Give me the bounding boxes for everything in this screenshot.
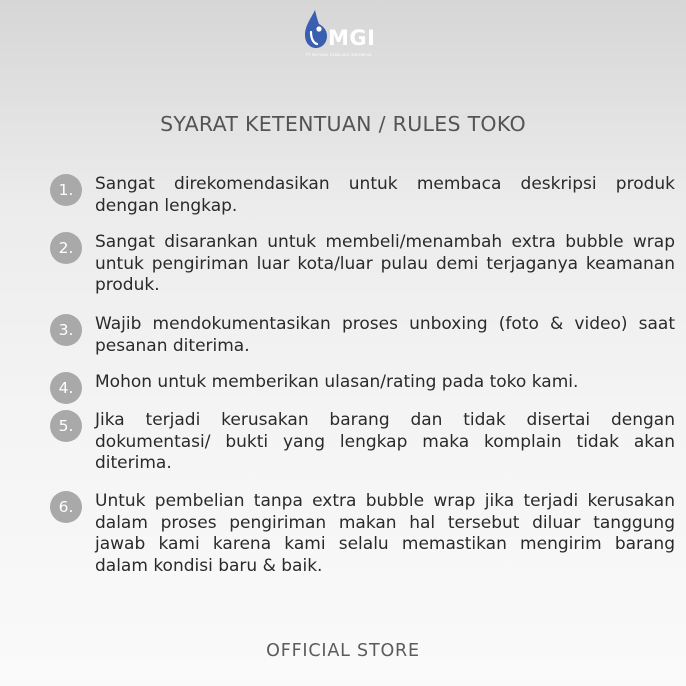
rule-text: Jika terjadi kerusakan barang dan tidak disertai dengan dokumentasi/ bukti yang lengkap maka komplain tidak akan diterima. <box>95 410 675 473</box>
rule-number-badge: 4. <box>50 372 82 404</box>
brand-tagline: PT MUTIARA GEMILANG INDONESIA <box>306 53 372 57</box>
brand-name: MGI <box>328 26 376 50</box>
rule-number-badge: 6. <box>50 491 82 523</box>
rule-number-badge: 1. <box>50 174 82 206</box>
rule-text: Sangat disarankan untuk membeli/menambah extra bubble wrap untuk pengiriman luar kota/luar pulau demi terjaganya keamanan produk. <box>95 232 675 295</box>
page-title: SYARAT KETENTUAN / RULES TOKO <box>160 112 526 136</box>
rule-number-badge: 2. <box>50 232 82 264</box>
rule-text: Sangat direkomendasikan untuk membaca deskripsi produk dengan lengkap. <box>95 174 675 216</box>
rule-number-badge: 5. <box>50 410 82 442</box>
footer-official-store: OFFICIAL STORE <box>266 641 420 661</box>
rule-number-badge: 3. <box>50 314 82 346</box>
rule-text: Mohon untuk memberikan ulasan/rating pada toko kami. <box>95 372 579 392</box>
rule-text: Wajib mendokumentasikan proses unboxing (foto & video) saat pesanan diterima. <box>95 314 675 356</box>
brand-logo <box>302 8 386 58</box>
rule-text: Untuk pembelian tanpa extra bubble wrap jika terjadi kerusakan dalam proses pengiriman makan hal tersebut diluar tanggung jawab kami karena kami selalu memastikan mengirim barang dalam kondisi baru & baik. <box>95 491 675 576</box>
